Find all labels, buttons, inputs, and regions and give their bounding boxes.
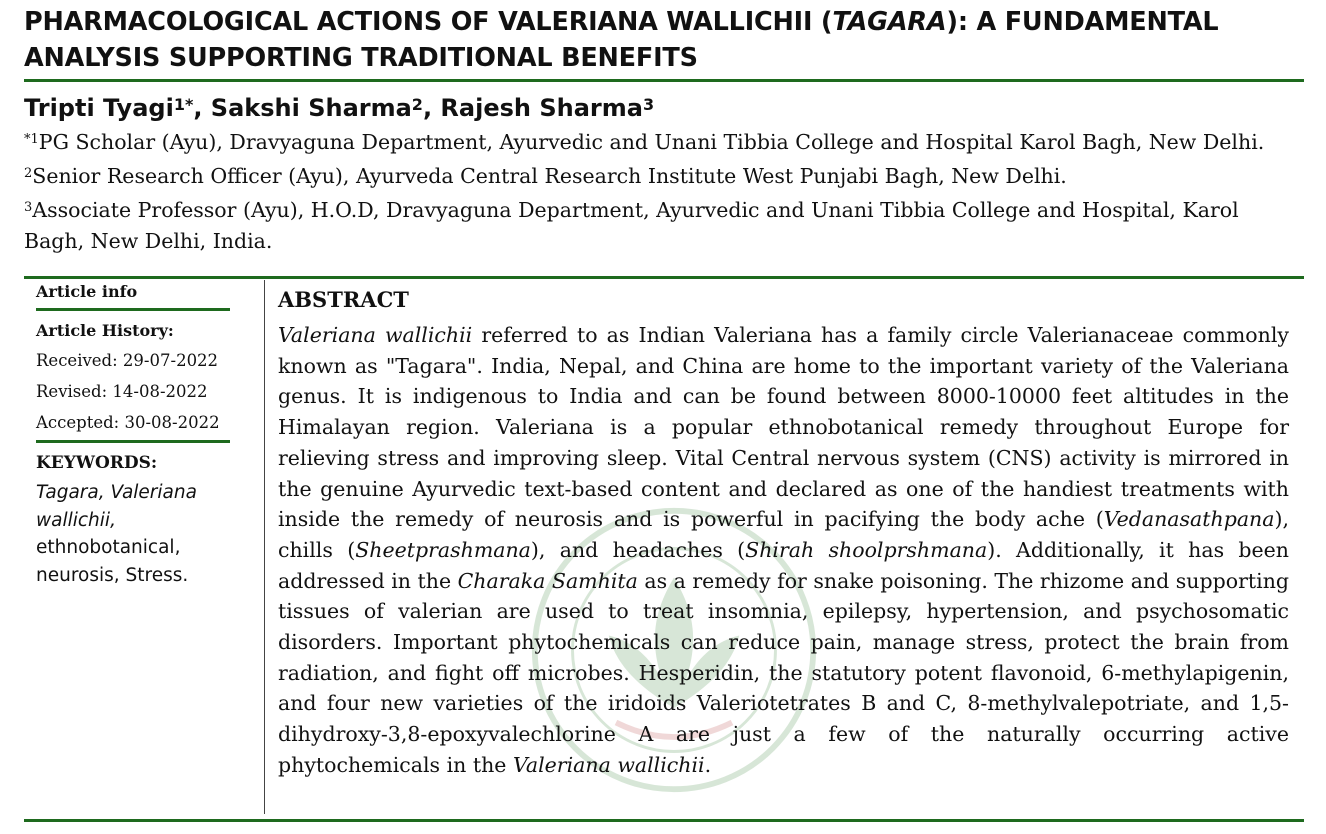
title-divider: [24, 79, 1304, 82]
abstract-text: referred to as Indian Valeriana has a family circle Valerianaceae commonly known as "Tagara". India, Nepal, and China are home to the important variety of the Valeriana genus. It is indigenous to India and can be found between 8000-10000 feet altitudes in the Himalayan region. Valeriana is a popular ethnobotanical remedy throughout Europe for relieving stress and improving sleep. Vital Central nervous system (CNS) activity is mirrored in the genuine Ayurvedic text-based content and declared as one of the handiest treatments with inside the remedy of neurosis and is powerful in pacifying the body ache (: [278, 323, 1289, 532]
abstract-text: ), chills (: [278, 507, 1289, 562]
affiliation: $^{*1}$PG Scholar (Ayu), Dravyaguna Department, Ayurvedic and Unani Tibbia College and Hospital Karol Bagh, New Delhi.: [24, 130, 1265, 154]
keywords-list: Tagara, Valeriana wallichii, ethnobotanical, neurosis, Stress.: [36, 482, 197, 586]
author-name: Sakshi Sharma: [210, 94, 412, 122]
abstract-text: ). Additionally, it has been addressed in the: [278, 537, 1289, 593]
revised-date: Revised: 14-08-2022: [36, 382, 208, 401]
paper-page: [24, 0, 1304, 834]
abstract-italic-term: Sheetprashmana: [355, 537, 531, 562]
keywords-heading: KEYWORDS:: [36, 453, 158, 473]
author-affil-mark: 3: [642, 95, 655, 114]
abstract-italic-term: Valeriana wallichii: [278, 323, 473, 347]
abstract-heading: ABSTRACT: [278, 287, 409, 312]
header-divider: [24, 276, 1304, 279]
affiliation: $^2$Senior Research Officer (Ayu), Ayurveda Central Research Institute West Punjabi Bagh, New Delhi.: [24, 164, 1067, 188]
abstract-text: .: [704, 752, 712, 777]
paper-title: PHARMACOLOGICAL ACTIONS OF VALERIANA WALLICHII (TAGARA): A FUNDAMENTAL ANALYSIS SUPPORTING TRADITIONAL BENEFITS: [24, 7, 1219, 73]
author-affil-mark: 1*: [173, 95, 194, 114]
abstract-italic-term: Shirah shoolprshmana: [745, 537, 988, 562]
abstract-italic-term: Valeriana wallichii: [512, 752, 705, 777]
article-history-heading: Article History:: [36, 321, 174, 340]
author-affil-mark: 2: [411, 95, 423, 114]
received-date: Received: 29-07-2022: [36, 351, 219, 370]
accepted-date: Accepted: 30-08-2022: [36, 413, 220, 432]
affiliations: [24, 124, 1304, 257]
column-divider: [264, 280, 265, 814]
article-info-heading: Article info: [36, 282, 138, 301]
footer-divider: [24, 819, 1304, 822]
article-info-sidebar: [36, 280, 230, 589]
abstract-text: ), and headaches (: [530, 537, 746, 562]
sidebar-divider: [36, 308, 230, 311]
author-name: Tripti Tyagi: [24, 94, 174, 122]
abstract-italic-term: Vedanasathpana: [1103, 507, 1275, 532]
author-list: Tripti Tyagi$^{1*}$, Sakshi Sharma$^2$, Rajesh Sharma$^3$: [24, 94, 655, 122]
abstract-text: as a remedy for snake poisoning. The rhizome and supporting tissues of valerian are used to treat insomnia, epilepsy, hypertension, and psychosomatic disorders. Important phytochemicals can reduce pain, manage stress, protect the brain from radiation, and fight off microbes. Hesperidin, the statutory potent flavonoid, 6-methylapigenin, and four new varieties of the iridoids Valeriotetrates B and C, 8-methylvalepotriate, and 1,5-dihydroxy-3,8-epoxyvalechlorine A are just a few of the naturally occurring active phytochemicals in the: [278, 568, 1290, 777]
author-name: Rajesh Sharma: [440, 94, 643, 122]
sidebar-divider: [36, 440, 230, 443]
abstract-body: [278, 320, 1289, 781]
affiliation: $^3$Associate Professor (Ayu), H.O.D, Dravyaguna Department, Ayurvedic and Unani Tibbia College and Hospital, Karol Bagh, New Delhi, India.: [24, 198, 1239, 253]
abstract-italic-term: Charaka Samhita: [457, 568, 638, 593]
